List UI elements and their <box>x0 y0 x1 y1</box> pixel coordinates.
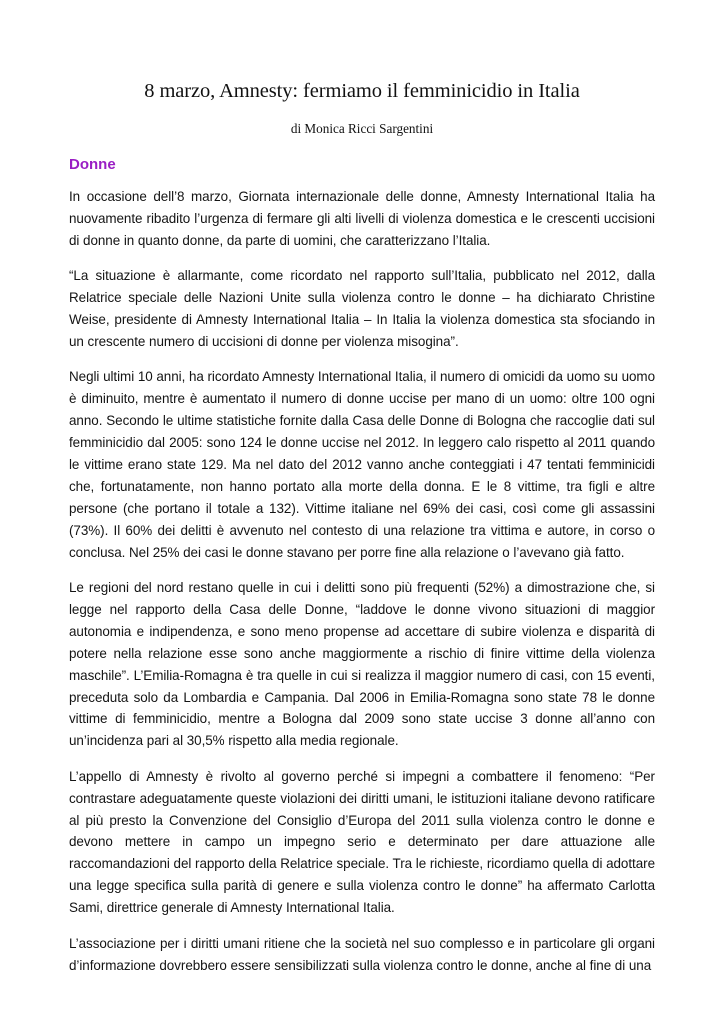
paragraph-5: L’appello di Amnesty è rivolto al governo perché si impegni a combattere il fenomeno: “Per contrastare adeguatamente queste violazioni dei diritti umani, le istituzioni italiane devono ratificare al più presto la Convenzione del Consiglio d’Europa del 2011 sulla violenza contro le donne e devono mettere in campo un impegno serio e determinato per dare attuazione alle raccomandazioni del rapporto della Relatrice speciale. Tra le richieste, ricordiamo quella di adottare una legge specifica sulla parità di genere e sulla violenza contro le donne” ha affermato Carlotta Sami, direttrice generale di Amnesty International Italia. <box>69 768 655 916</box>
author-byline: di Monica Ricci Sargentini <box>290 121 434 136</box>
paragraph-6: L’associazione per i diritti umani ritiene che la società nel suo complesso e in particolare gli organi d’informazione dovrebbero essere sensibilizzati sulla violenza contro le donne, anche al fine di una <box>69 935 655 973</box>
paragraph-4: Le regioni del nord restano quelle in cui i delitti sono più frequenti (52%) a dimostrazione che, si legge nel rapporto della Casa delle Donne, “laddove le donne vivono situazioni di maggior autonomia e indipendenza, e sono meno propense ad accettare di subire violenza e disparità di potere nella relazione esse sono anche maggiormente a rischio di finire vittime della violenza maschile”. L’Emilia-Romagna è tra quelle in cui si realizza il maggior numero di casi, con 15 eventi, preceduta solo da Lombardia e Campania. Dal 2006 in Emilia-Romagna sono state 78 le donne vittime di femminicidio, mentre a Bologna dal 2009 sono state uccise 3 donne all’anno con un’incidenza pari al 30,5% rispetto alla media regionale. <box>69 580 655 749</box>
paragraph-3: Negli ultimi 10 anni, ha ricordato Amnesty International Italia, il numero di omicidi da uomo su uomo è diminuito, mentre è aumentato il numero di donne uccise per mano di un uomo: oltre 100 ogni anno. Secondo le ultime statistiche fornite dalla Casa delle Donne di Bologna che raccoglie dati sul femminicidio dal 2005: sono 124 le donne uccise nel 2012. In leggero calo rispetto al 2011 quando le vittime erano state 129. Ma nel dato del 2012 vanno anche conteggiati i 47 tentati femminicidi che, fortunatamente, non hanno portato alla morte della donna. E le 8 vittime, tra figli e altre persone (che portano il totale a 132). Vittime italiane nel 69% dei casi, così come gli assassini (73%). Il 60% dei delitti è avvenuto nel contesto di una relazione tra vittima e autore, in corso o conclusa. Nel 25% dei casi le donne stavano per porre fine alla relazione o l’avevano già fatto. <box>69 369 655 560</box>
document-title: 8 marzo, Amnesty: fermiamo il femminicidio in Italia <box>144 80 580 102</box>
paragraph-2: “La situazione è allarmante, come ricordato nel rapporto sull’Italia, pubblicato nel 2012, dalla Relatrice speciale delle Nazioni Unite sulla violenza contro le donne – ha dichiarato Christine Weise, presidente di Amnesty International Italia – In Italia la violenza domestica sta sfociando in un crescente numero di uccisioni di donne per violenza misogina”. <box>69 268 655 349</box>
section-heading: Donne <box>69 156 116 173</box>
paragraph-1: In occasione dell’8 marzo, Giornata internazionale delle donne, Amnesty International Italia ha nuovamente ribadito l’urgenza di fermare gli alti livelli di violenza domestica e le crescenti uccisioni di donne in quanto donne, da parte di uomini, che caratterizzano l’Italia. <box>69 189 655 248</box>
